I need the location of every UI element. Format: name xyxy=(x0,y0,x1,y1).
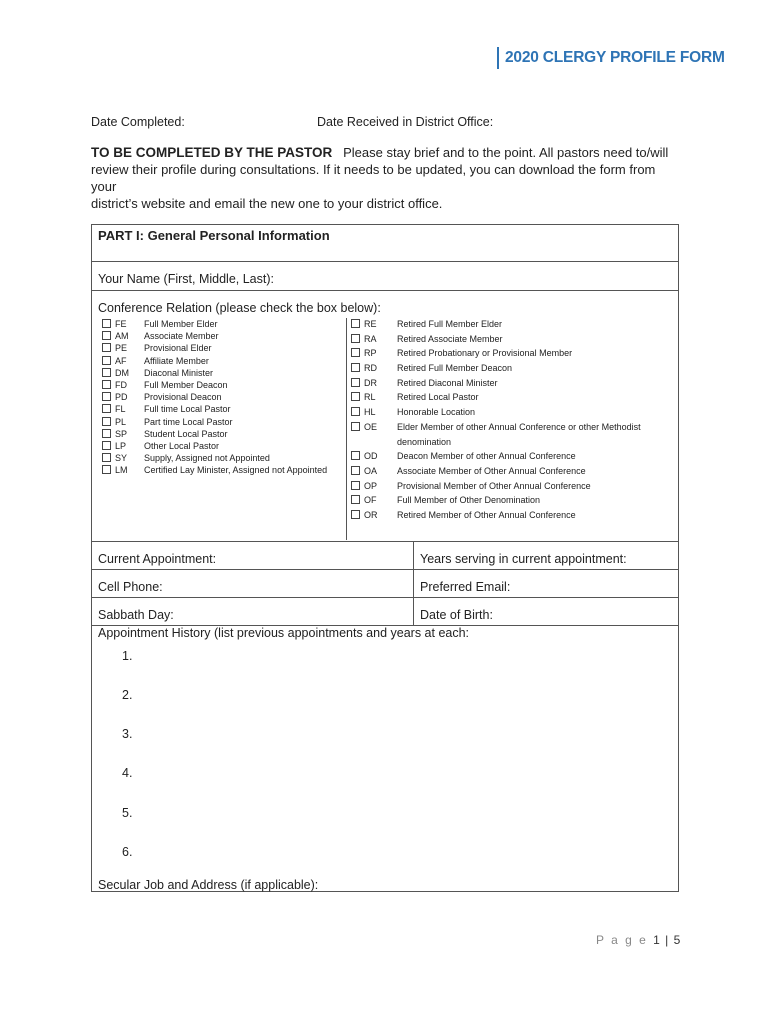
relation-divider xyxy=(346,318,347,540)
code-label: SP xyxy=(115,428,128,439)
checkbox-icon[interactable] xyxy=(351,422,360,431)
checkbox-icon[interactable] xyxy=(102,319,111,328)
part1-title: PART I: General Personal Information xyxy=(98,228,330,243)
checkbox-icon[interactable] xyxy=(351,495,360,504)
code-description: Retired Diaconal Minister xyxy=(397,377,498,388)
history-item[interactable]: 3. xyxy=(122,727,133,741)
code-description: Retired Full Member Deacon xyxy=(397,363,513,374)
code-label: FE xyxy=(115,319,127,329)
code-label: LM xyxy=(115,465,128,476)
checkbox-icon[interactable] xyxy=(102,417,111,426)
checkbox-icon[interactable] xyxy=(351,466,360,475)
code-description: Supply, Assigned not Appointed xyxy=(144,453,270,464)
code-description: Affiliate Member xyxy=(144,355,209,366)
code-description: Deacon Member of other Annual Conference xyxy=(397,451,576,462)
checkbox-icon[interactable] xyxy=(102,331,111,340)
preferred-email-label: Preferred Email: xyxy=(420,580,511,594)
code-description: Part time Local Pastor xyxy=(144,416,233,427)
page-footer xyxy=(596,933,681,947)
conference-code-item[interactable] xyxy=(102,367,214,379)
conference-code-item[interactable] xyxy=(102,330,219,342)
code-label: HL xyxy=(364,407,376,418)
checkbox-icon[interactable] xyxy=(351,334,360,343)
conference-code-item[interactable] xyxy=(351,494,541,509)
code-label: OA xyxy=(364,465,378,476)
code-description: Full time Local Pastor xyxy=(144,404,231,415)
code-label: OE xyxy=(364,421,378,432)
code-description: Certified Lay Minister, Assigned not Appointed xyxy=(144,465,328,476)
code-description: Retired Full Member Elder xyxy=(397,319,503,329)
code-label: LP xyxy=(115,440,127,451)
appointment-history-label: Appointment History (list previous appointments and years at each: xyxy=(98,626,470,640)
conference-code-item[interactable] xyxy=(102,416,233,428)
checkbox-icon[interactable] xyxy=(351,510,360,519)
date-of-birth-label: Date of Birth: xyxy=(420,608,493,622)
conference-relation-label: Conference Relation (please check the box below): xyxy=(98,301,381,315)
conference-code-item[interactable] xyxy=(102,464,328,476)
code-description: Elder Member of other Annual Conference or other Methodist xyxy=(397,421,641,432)
code-label: PL xyxy=(115,416,127,427)
checkbox-icon[interactable] xyxy=(102,465,111,474)
code-description: Retired Member of Other Annual Conference xyxy=(397,509,576,520)
checkbox-icon[interactable] xyxy=(351,481,360,490)
checkbox-icon[interactable] xyxy=(102,368,111,377)
current-appointment-label: Current Appointment: xyxy=(98,552,217,566)
sabbath-day-label: Sabbath Day: xyxy=(98,608,174,622)
code-label: DM xyxy=(115,367,129,378)
code-label: RA xyxy=(364,333,377,344)
contact-row[interactable] xyxy=(92,569,678,598)
conference-code-item[interactable] xyxy=(102,355,209,367)
code-label: DR xyxy=(364,377,377,388)
conference-code-item[interactable] xyxy=(351,421,641,436)
code-description: Retired Probationary or Provisional Member xyxy=(397,348,573,359)
code-label: OR xyxy=(364,509,378,520)
code-description: Honorable Location xyxy=(397,407,476,418)
intro-paragraph xyxy=(91,144,681,212)
checkbox-icon[interactable] xyxy=(351,407,360,416)
conference-code-item[interactable] xyxy=(351,333,503,348)
conference-code-item[interactable] xyxy=(102,342,212,354)
code-description: Provisional Member of Other Annual Conference xyxy=(397,480,591,491)
code-label: RL xyxy=(364,392,376,403)
checkbox-icon[interactable] xyxy=(102,429,111,438)
conference-code-item[interactable] xyxy=(351,362,513,377)
code-description: Provisional Elder xyxy=(144,343,212,354)
conference-code-item[interactable] xyxy=(351,509,576,524)
history-item[interactable]: 5. xyxy=(122,806,133,820)
history-item[interactable]: 2. xyxy=(122,688,133,702)
code-description: denomination xyxy=(397,436,452,447)
code-description: Associate Member xyxy=(144,331,219,342)
page-word: P a g e xyxy=(596,933,648,947)
code-label: FD xyxy=(115,379,127,390)
checkbox-icon[interactable] xyxy=(102,404,111,413)
checkbox-icon[interactable] xyxy=(351,451,360,460)
conference-code-item[interactable] xyxy=(351,465,586,480)
code-label: RE xyxy=(364,319,377,329)
code-description: Retired Associate Member xyxy=(397,333,503,344)
checkbox-icon[interactable] xyxy=(102,453,111,462)
code-label: SY xyxy=(115,453,128,464)
intro-line-1: Please stay brief and to the point. All pastors need to/will xyxy=(343,145,669,160)
conference-code-item[interactable] xyxy=(351,391,479,406)
checkbox-icon[interactable] xyxy=(102,392,111,401)
checkbox-icon[interactable] xyxy=(351,392,360,401)
history-item[interactable]: 1. xyxy=(122,649,133,663)
code-label: FL xyxy=(115,404,126,415)
conference-code-item[interactable] xyxy=(102,452,270,464)
name-row[interactable] xyxy=(92,261,678,291)
conference-code-item[interactable] xyxy=(351,436,452,451)
code-label: PE xyxy=(115,343,128,354)
conference-code-item[interactable] xyxy=(102,318,218,330)
conference-code-item[interactable] xyxy=(351,377,498,392)
current-appointment-row[interactable] xyxy=(92,541,678,570)
conference-code-item[interactable] xyxy=(102,391,222,403)
checkbox-icon[interactable] xyxy=(351,319,360,328)
code-description: Associate Member of Other Annual Conference xyxy=(397,465,586,476)
code-label: PD xyxy=(115,392,128,403)
code-label: OD xyxy=(364,451,378,462)
code-label: RD xyxy=(364,363,377,374)
code-label: AF xyxy=(115,355,127,366)
history-item[interactable]: 6. xyxy=(122,845,133,859)
code-description: Full Member Elder xyxy=(144,319,218,329)
conference-relation-row xyxy=(92,290,678,542)
intro-heading: TO BE COMPLETED BY THE PASTOR xyxy=(91,145,333,160)
code-label: RP xyxy=(364,348,377,359)
conference-code-item[interactable] xyxy=(102,403,231,415)
left-code-list xyxy=(102,318,328,476)
intro-line-3: district’s website and email the new one to your district office. xyxy=(91,196,443,211)
part1-title-row xyxy=(92,225,678,262)
form-title: 2020 CLERGY PROFILE FORM xyxy=(497,47,725,69)
date-completed-label: Date Completed: xyxy=(91,115,185,129)
checkbox-icon[interactable] xyxy=(102,441,111,450)
conference-code-item[interactable] xyxy=(351,406,476,421)
intro-line-2: review their profile during consultations. If it needs to be updated, you can download the form from your xyxy=(91,162,656,194)
profile-form-table xyxy=(91,224,679,892)
code-description: Retired Local Pastor xyxy=(397,392,479,403)
years-serving-label: Years serving in current appointment: xyxy=(420,552,627,566)
conference-code-item[interactable] xyxy=(351,347,573,362)
conference-code-item[interactable] xyxy=(102,428,228,440)
code-description: Full Member of Other Denomination xyxy=(397,495,541,506)
code-description: Student Local Pastor xyxy=(144,428,228,439)
checkbox-icon[interactable] xyxy=(351,348,360,357)
secular-job-label: Secular Job and Address (if applicable): xyxy=(98,878,319,892)
conference-code-item[interactable] xyxy=(351,318,503,333)
conference-code-item[interactable] xyxy=(102,440,220,452)
conference-code-item[interactable] xyxy=(351,450,576,465)
code-description: Diaconal Minister xyxy=(144,367,214,378)
right-code-list xyxy=(351,318,641,524)
checkbox-icon[interactable] xyxy=(102,380,111,389)
conference-code-item[interactable] xyxy=(102,379,228,391)
name-label: Your Name (First, Middle, Last): xyxy=(98,272,274,286)
cell-phone-label: Cell Phone: xyxy=(98,580,163,594)
code-description: Other Local Pastor xyxy=(144,440,220,451)
date-received-label: Date Received in District Office: xyxy=(317,115,494,129)
checkbox-icon[interactable] xyxy=(351,378,360,387)
code-description: Provisional Deacon xyxy=(144,392,222,403)
sabbath-dob-row[interactable] xyxy=(92,597,678,626)
code-label: OP xyxy=(364,480,378,491)
page-number: 1 | 5 xyxy=(653,933,682,947)
code-label: AM xyxy=(115,331,129,342)
code-description: Full Member Deacon xyxy=(144,379,228,390)
checkbox-icon[interactable] xyxy=(351,363,360,372)
conference-code-item[interactable] xyxy=(351,480,591,495)
checkbox-icon[interactable] xyxy=(102,343,111,352)
code-label: OF xyxy=(364,495,377,506)
checkbox-icon[interactable] xyxy=(102,356,111,365)
history-item[interactable]: 4. xyxy=(122,766,133,780)
